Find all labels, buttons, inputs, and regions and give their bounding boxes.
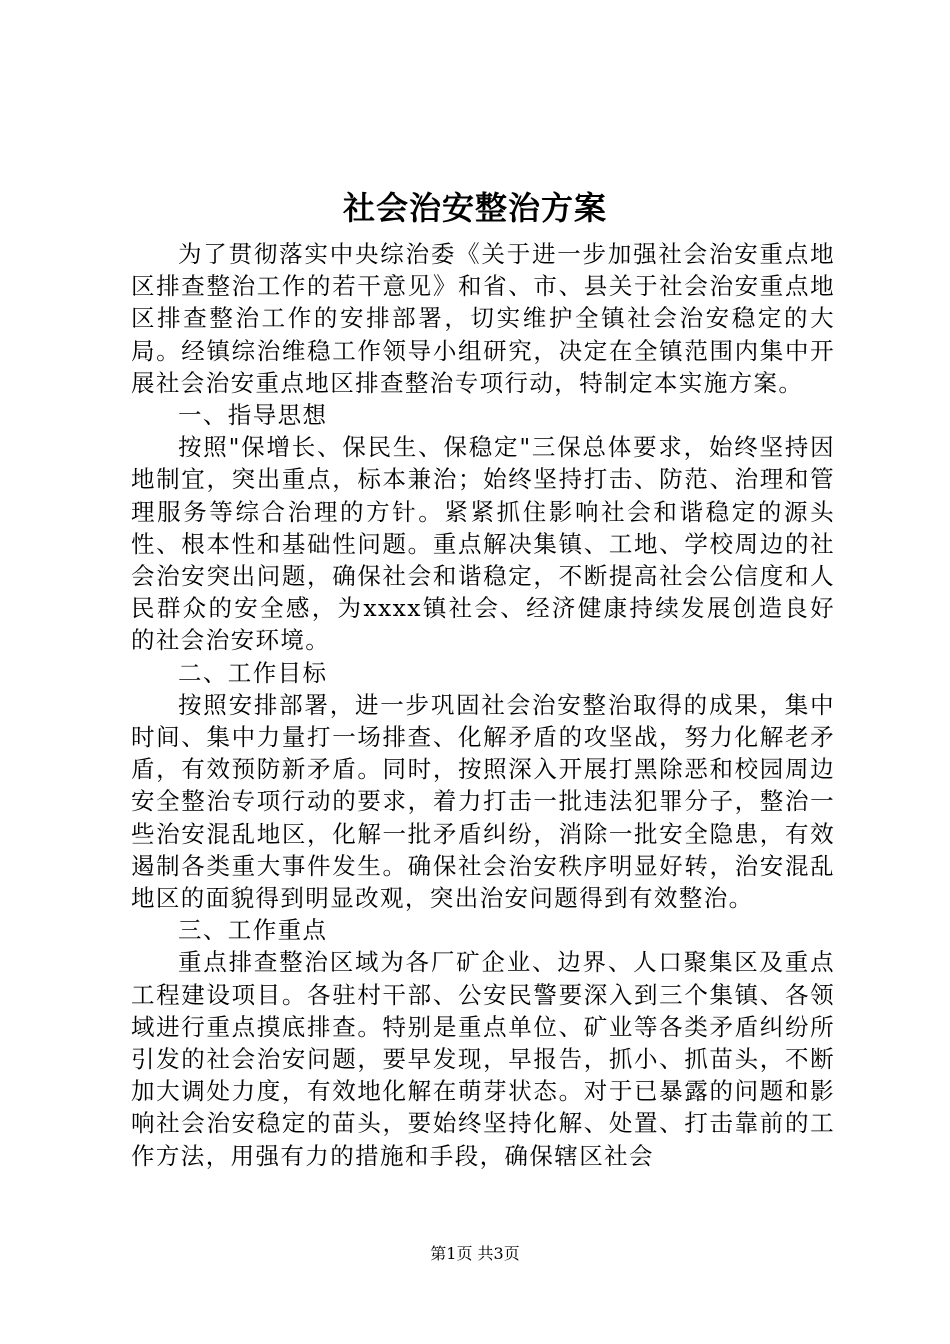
page-footer: 第1页 共3页 xyxy=(430,1244,520,1263)
paragraph-guiding-ideology: 按照"保增长、保民生、保稳定"三保总体要求，始终坚持因地制宜，突出重点，标本兼治；始终坚持打击、防范、治理和管理服务等综合治理的方针。紧紧抓住影响社会和谐稳定的源头性、根本性和基础性问题。重点解决集镇、工地、学校周边的社会治安突出问题，确保社会和谐稳定，不断提高社会公信度和人民群众的安全感，为xxxx镇社会、经济健康持续发展创造良好的社会治安环境。 xyxy=(131,433,835,655)
document-title: 社会治安整治方案 xyxy=(342,189,607,227)
heading-work-focus: 三、工作重点 xyxy=(178,916,328,945)
document-body xyxy=(131,238,835,1172)
paragraph-intro: 为了贯彻落实中央综治委《关于进一步加强社会治安重点地区排查整治工作的若干意见》和省、市、县关于社会治安重点地区排查整治工作的安排部署，切实维护全镇社会治安稳定的大局。经镇综治维稳工作领导小组研究，决定在全镇范围内集中开展社会治安重点地区排查整治专项行动，特制定本实施方案。 xyxy=(131,240,835,397)
paragraph-work-goals: 按照安排部署，进一步巩固社会治安整治取得的成果，集中时间、集中力量打一场排查、化解矛盾的攻坚战，努力化解老矛盾，有效预防新矛盾。同时，按照深入开展打黑除恶和校园周边安全整治专项行动的要求，着力打击一批违法犯罪分子，整治一些治安混乱地区，化解一批矛盾纠纷，消除一批安全隐患，有效遏制各类重大事件发生。确保社会治安秩序明显好转，治安混乱地区的面貌得到明显改观，突出治安问题得到有效整治。 xyxy=(131,690,835,913)
paragraph-work-focus: 重点排查整治区域为各厂矿企业、边界、人口聚集区及重点工程建设项目。各驻村干部、公安民警要深入到三个集镇、各领域进行重点摸底排查。特别是重点单位、矿业等各类矛盾纠纷所引发的社会治安问题，要早发现，早报告，抓小、抓苗头，不断加大调处力度，有效地化解在萌芽状态。对于已暴露的问题和影响社会治安稳定的苗头，要始终坚持化解、处置、打击靠前的工作方法，用强有力的措施和手段，确保辖区社会 xyxy=(131,948,835,1170)
heading-work-goals: 二、工作目标 xyxy=(178,658,328,687)
heading-guiding-ideology: 一、指导思想 xyxy=(178,401,328,430)
